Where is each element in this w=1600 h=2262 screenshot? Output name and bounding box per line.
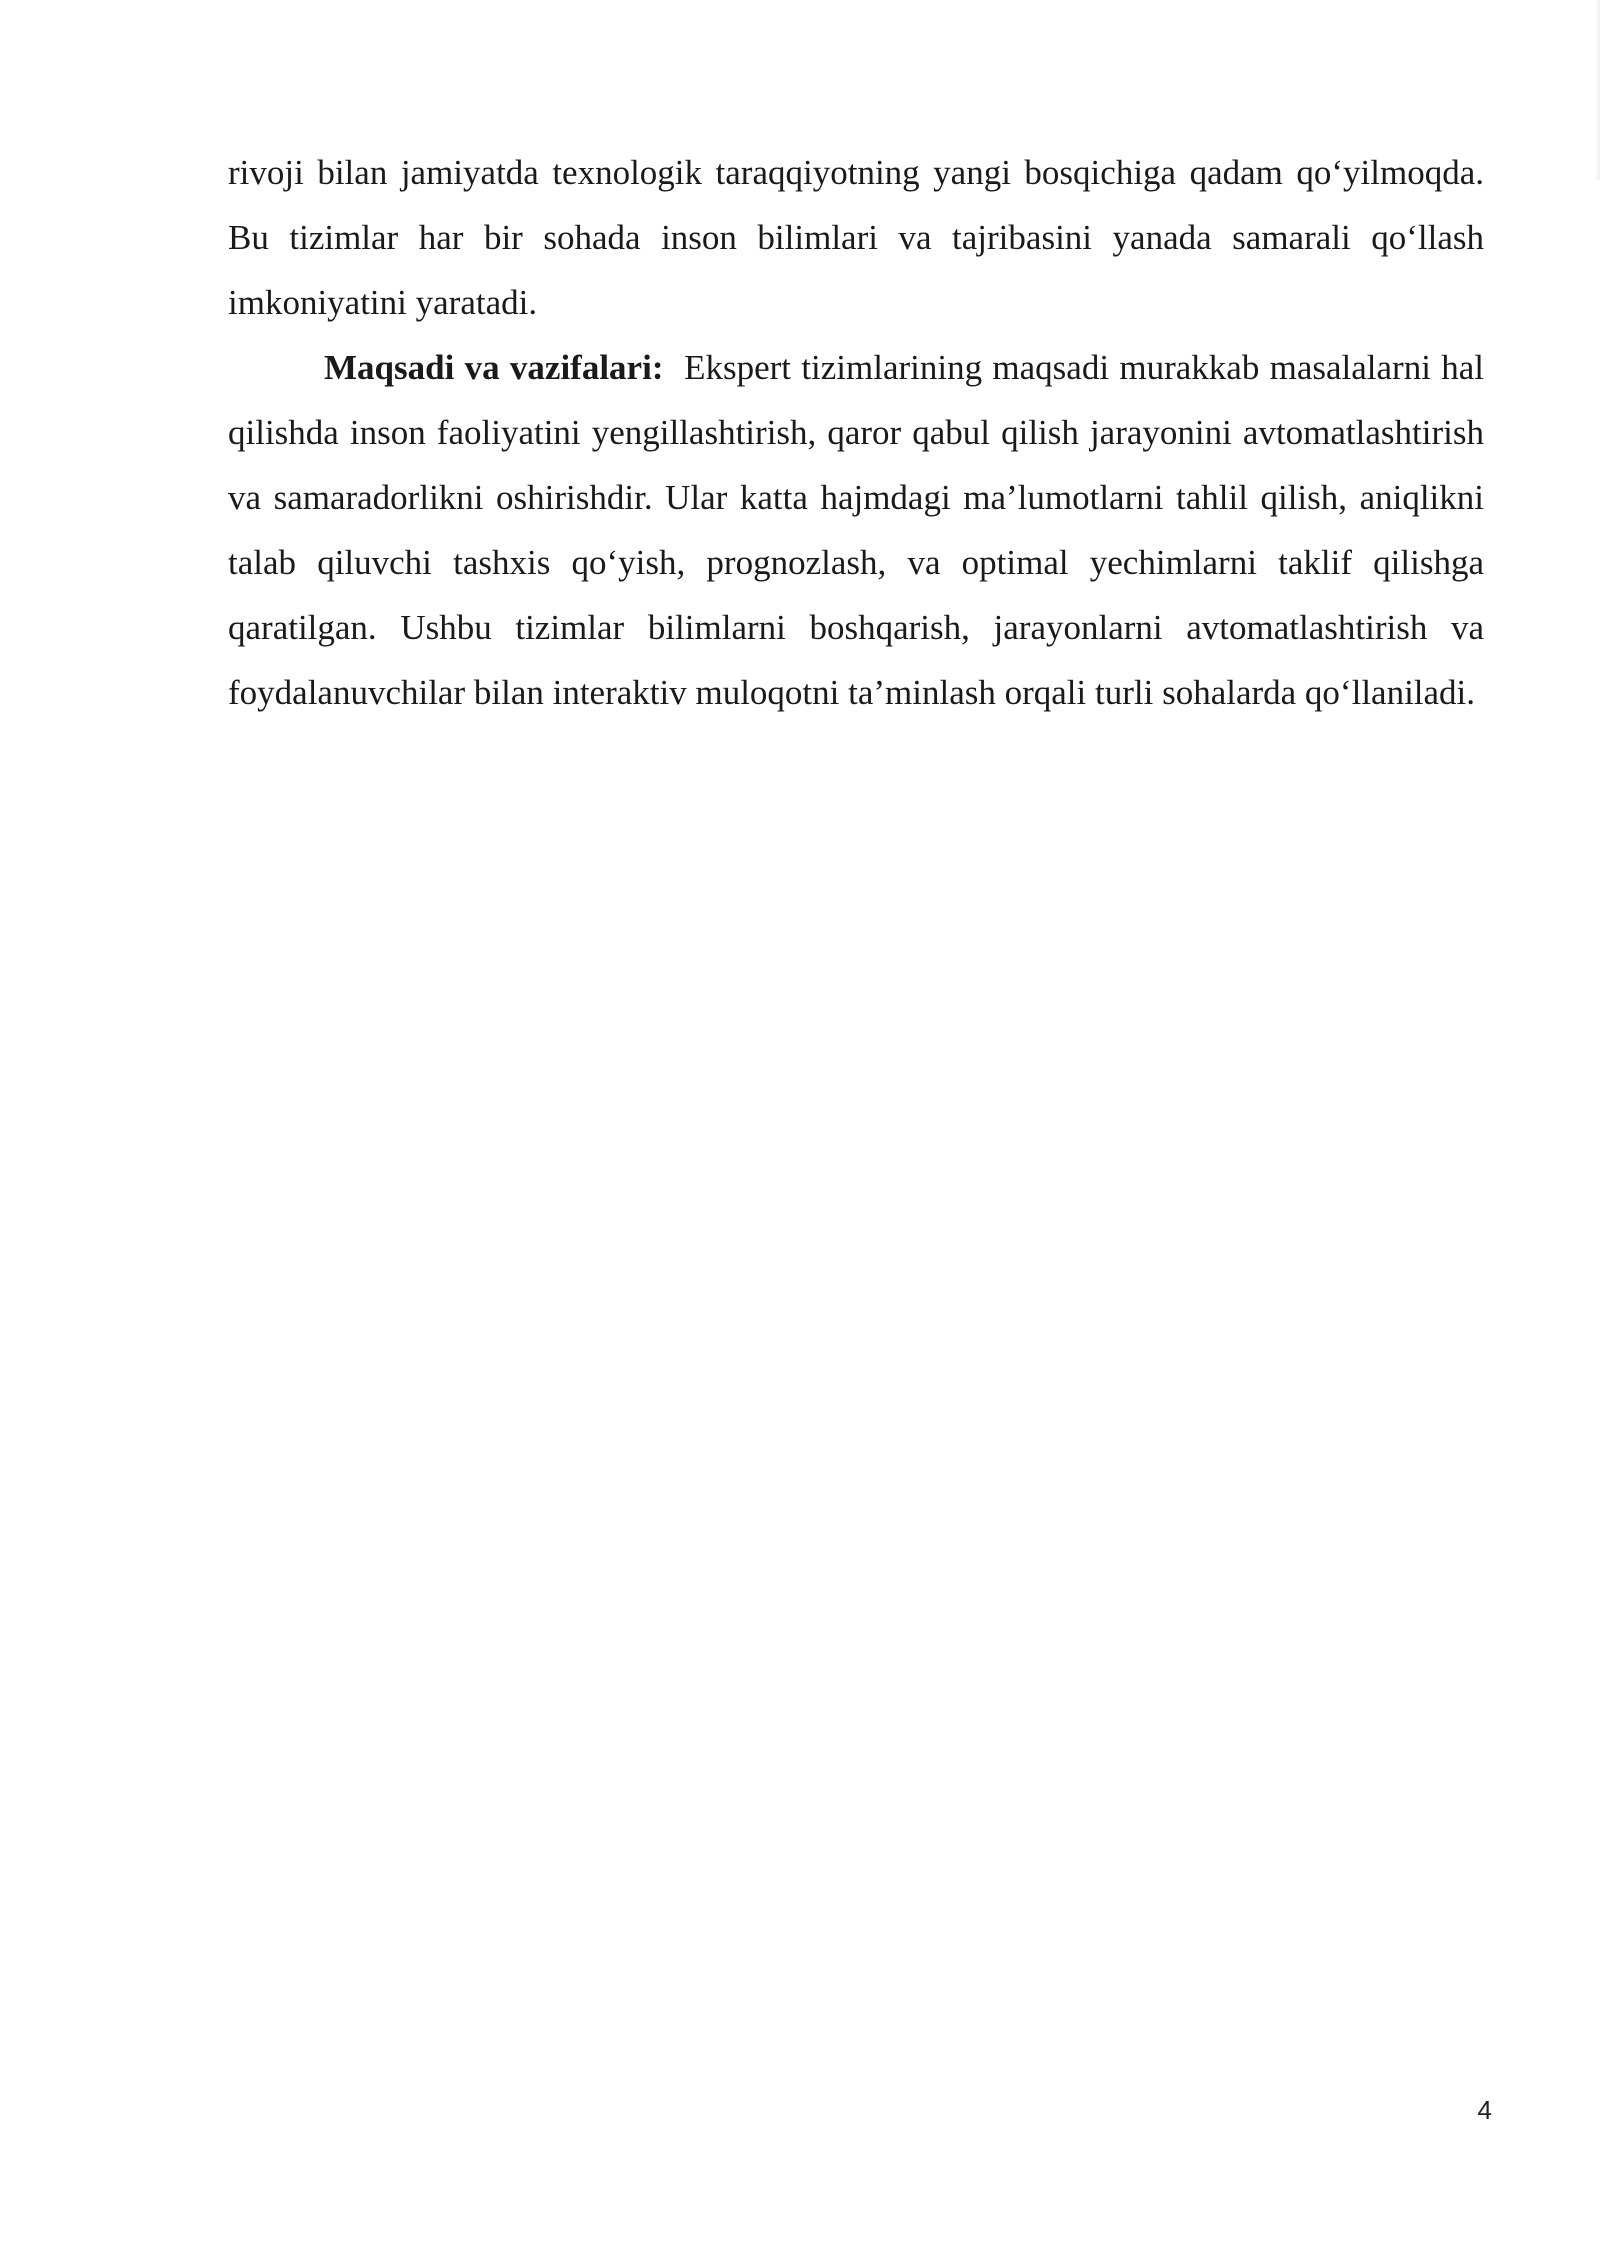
page-edge-shadow [1594, 0, 1600, 180]
paragraph-continuation [228, 140, 1484, 335]
body-text [228, 140, 1484, 725]
paragraph-heading: Maqsadi va vazifalari: [324, 348, 664, 387]
paragraph-goals [228, 335, 1484, 725]
paragraph-text: Ekspert tizimlarining maqsadi murakkab masalalarni hal qilishda inson faoliyatini yengillashtirish, qaror qabul qilish jarayonini avtomatlashtirish va samaradorlikni oshirishdir. Ular katta hajmdagi ma’lumotlarni tahlil qilish, aniqlikni talab qiluvchi tashxis qo‘yish, prognozlash, va optimal yechimlarni taklif qilishga qaratilgan. Ushbu tizimlar bilimlarni boshqarish, jarayonlarni avtomatlashtirish va foydalanuvchilar bilan interaktiv muloqotni ta’minlash orqali turli sohalarda qo‘llaniladi. [228, 348, 1485, 712]
paragraph-text: rivoji bilan jamiyatda texnologik taraqqiyotning yangi bosqichiga qadam qo‘yilmoqda. Bu tizimlar har bir sohada inson bilimlari va tajribasini yanada samarali qo‘llash imkoniyatini yaratadi. [228, 153, 1484, 322]
page-number: 4 [1477, 2095, 1492, 2125]
